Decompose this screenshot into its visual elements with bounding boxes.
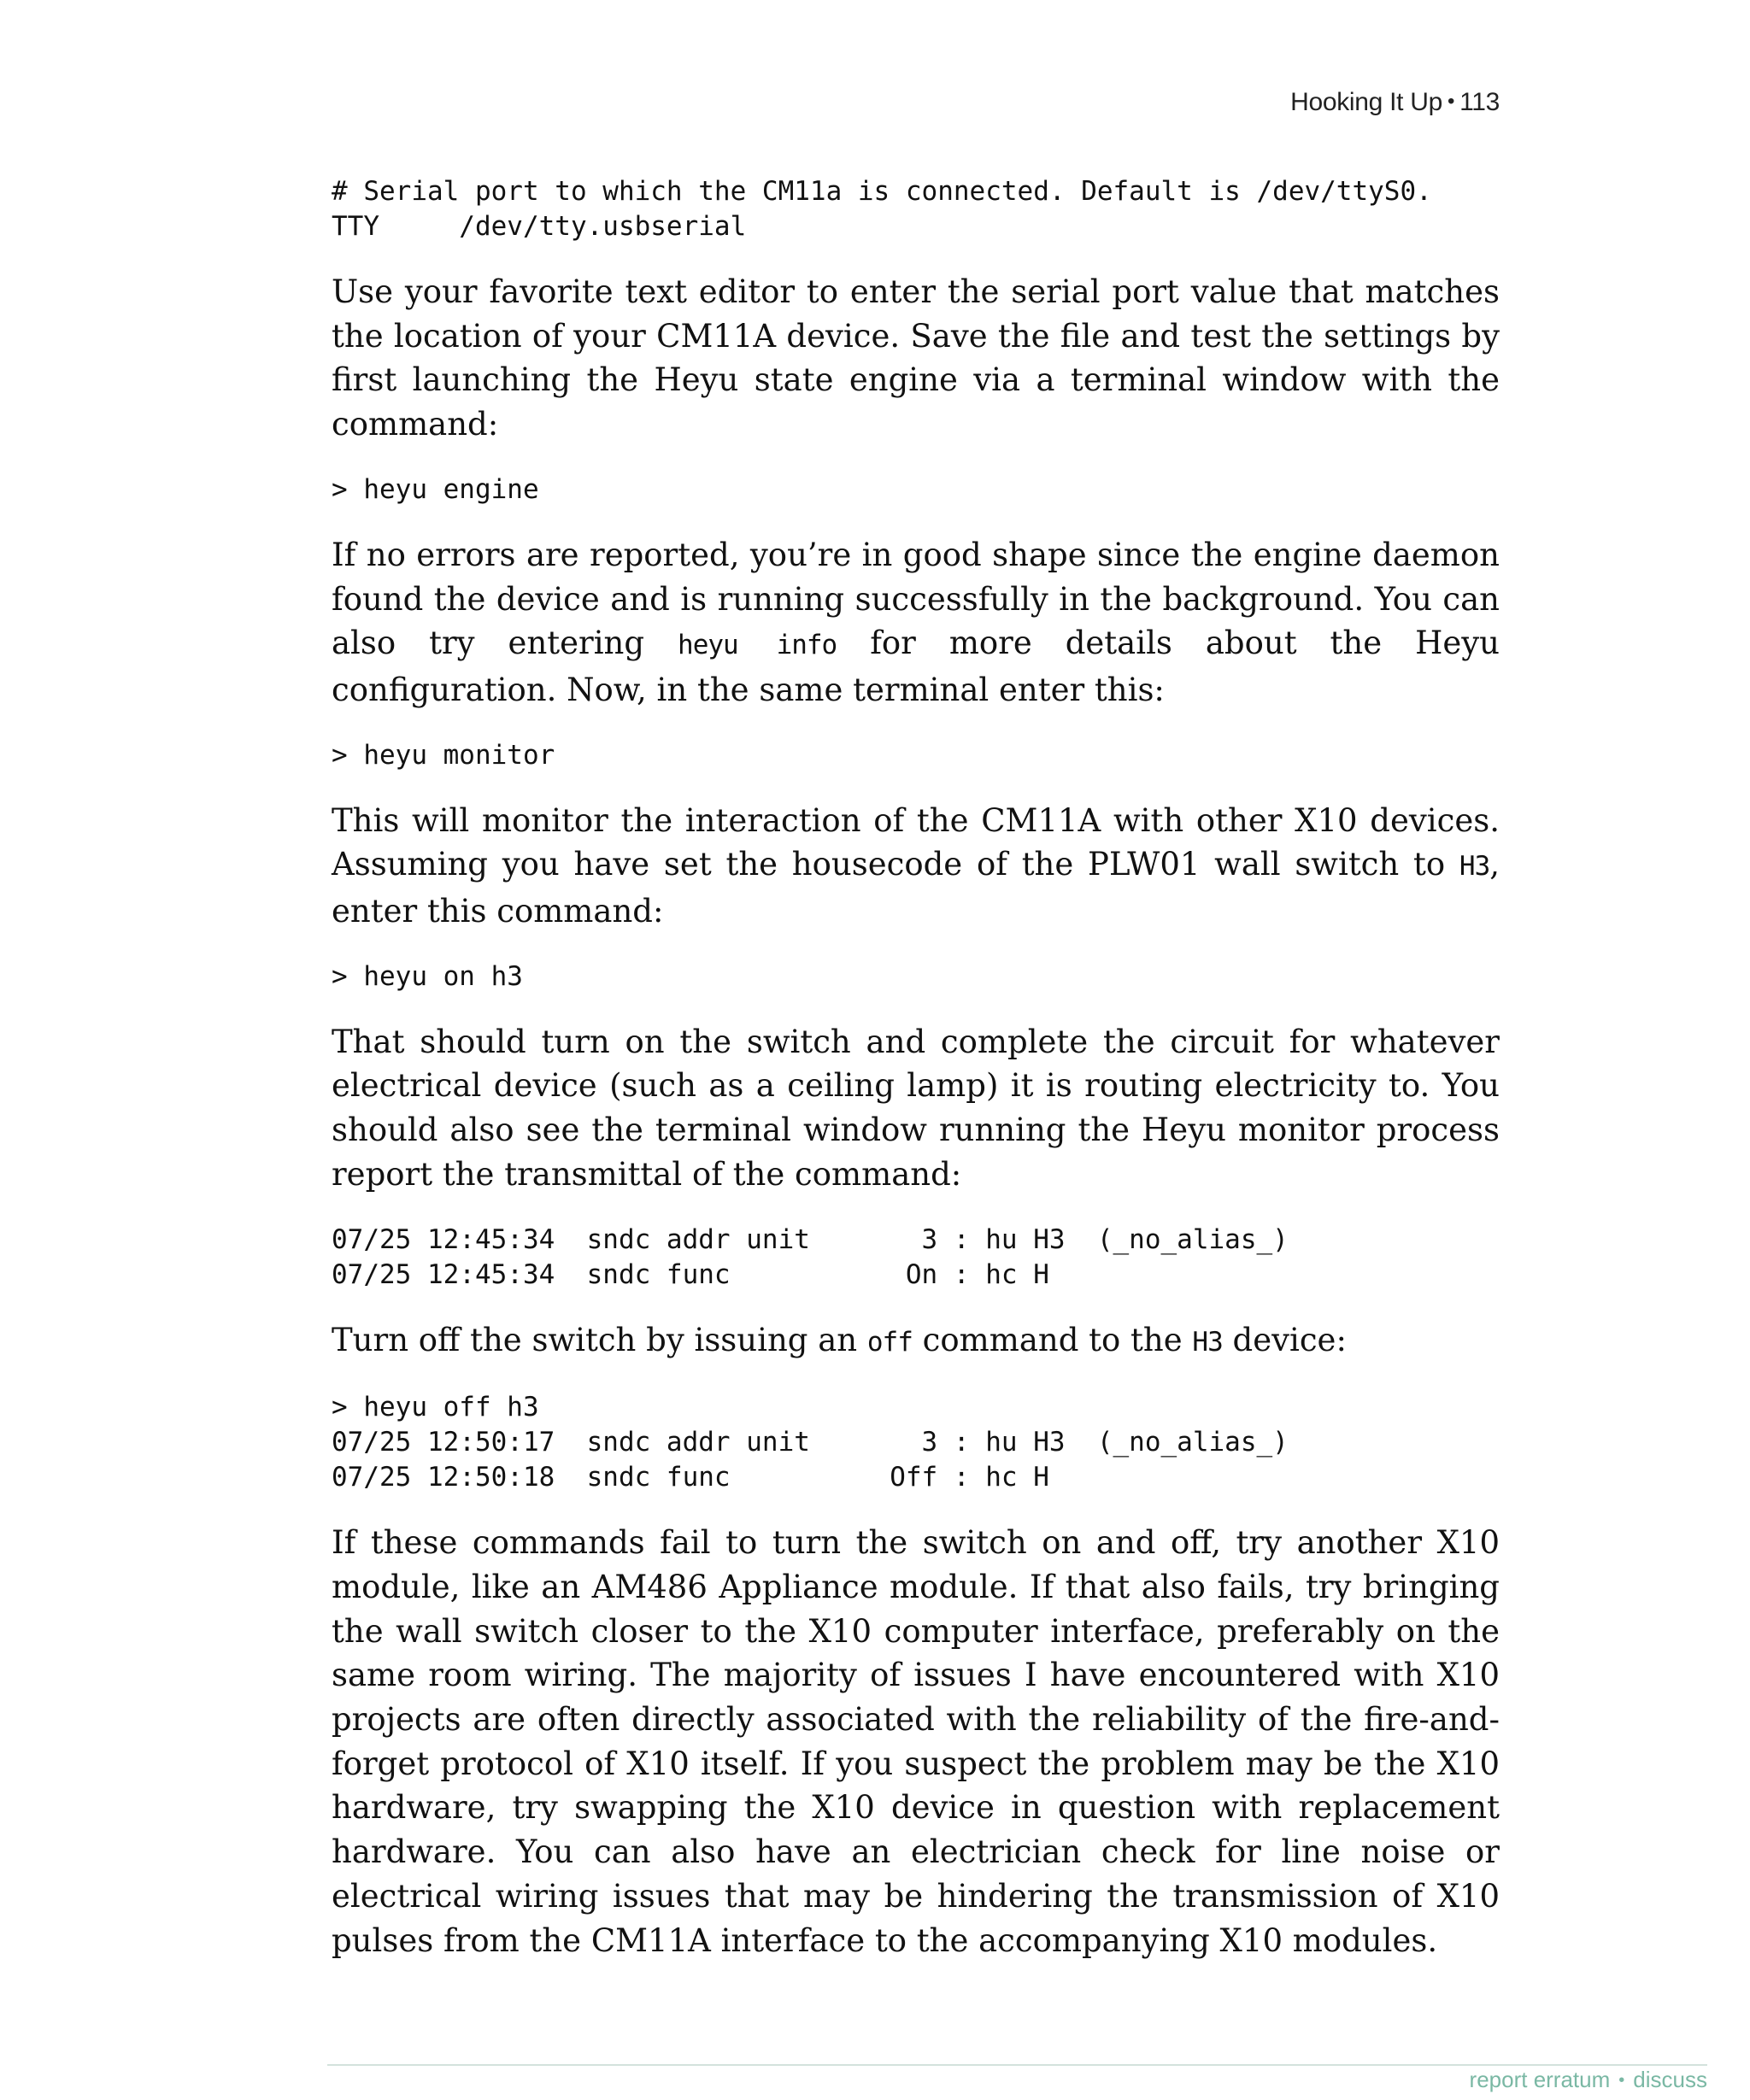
code-block-heyu-off-output: > heyu off h3 07/25 12:50:17 sndc addr unit 3 : hu H3 (_no_alias_) 07/25 12:50:18 sndc func Off : hc H (332, 1392, 1289, 1493)
discuss-link[interactable]: discuss (1633, 2067, 1707, 2092)
paragraph-text: If no errors are reported, you’re in good shape since the engine daemon found the device and is running successfully in the background. You can also try entering (332, 536, 1500, 662)
footer-links (1470, 2067, 1707, 2093)
page-number: 113 (1459, 88, 1500, 116)
inline-code-h3: H3 (1459, 851, 1490, 883)
inline-code-off: off (866, 1326, 913, 1358)
running-head (1290, 88, 1500, 117)
paragraph-text: Turn off the switch by issuing an (332, 1321, 867, 1358)
paragraph-troubleshooting: If these commands fail to turn the switch on and off, try another X10 module, like an AM486 Appliance module. If that also fails, try bringing the wall switch closer to the X10 computer interface, preferably on the same room wiring. The majority of issues I have encountered with X10 projects are often directly associated with the reliability of the fire-and-forget protocol of X10 itself. If you suspect the problem may be the X10 hardware, try swapping the X10 device in question with replacement hardware. You can also have an electrician check for line noise or electrical wiring issues that may be hindering the transmission of X10 pulses from the CM11A interface to the accompanying X10 modules. (332, 1524, 1500, 1959)
paragraph-text: command to the (912, 1321, 1193, 1358)
inline-code-heyu-info: heyu info (678, 630, 837, 661)
page-content (332, 174, 1500, 1962)
paragraph-text-editor: Use your favorite text editor to enter the serial port value that matches the location of your CM11A device. Save the file and test the settings by first launching the Heyu state engine via a terminal window with the command: (332, 273, 1500, 443)
inline-code-h3: H3 (1192, 1326, 1223, 1358)
paragraph-monitor (332, 799, 1500, 934)
report-erratum-link[interactable]: report erratum (1469, 2067, 1611, 2092)
footer-separator: • (1618, 2071, 1625, 2090)
code-block-heyu-engine: > heyu engine (332, 473, 539, 505)
code-block-serial-config: # Serial port to which the CM11a is connected. Default is /dev/ttyS0. TTY /dev/tty.usbserial (332, 176, 1432, 242)
code-block-monitor-on-output: 07/25 12:45:34 sndc addr unit 3 : hu H3 (_no_alias_) 07/25 12:45:34 sndc func On : hc H (332, 1223, 1289, 1290)
code-block-heyu-monitor: > heyu monitor (332, 739, 555, 771)
header-bullet: • (1447, 90, 1455, 113)
paragraph-turn-on: That should turn on the switch and complete the circuit for whatever electrical device (such as a ceiling lamp) it is routing electricity to. You should also see the terminal window running the Heyu monitor process report the transmittal of the command: (332, 1023, 1500, 1193)
paragraph-text: device: (1222, 1321, 1347, 1358)
code-block-heyu-on: > heyu on h3 (332, 960, 523, 992)
paragraph-no-errors (332, 533, 1500, 713)
paragraph-turn-off (332, 1318, 1500, 1365)
section-title: Hooking It Up (1290, 88, 1442, 116)
paragraph-text: , enter this command: (332, 846, 1500, 930)
footer-divider (327, 2064, 1707, 2066)
paragraph-text: This will monitor the interaction of the CM11A with other X10 devices. Assuming you have set the housecode of the PLW01 wall switch to (332, 801, 1500, 883)
paragraph-text: for more details about the Heyu configuration. Now, in the same terminal enter this: (332, 625, 1500, 708)
